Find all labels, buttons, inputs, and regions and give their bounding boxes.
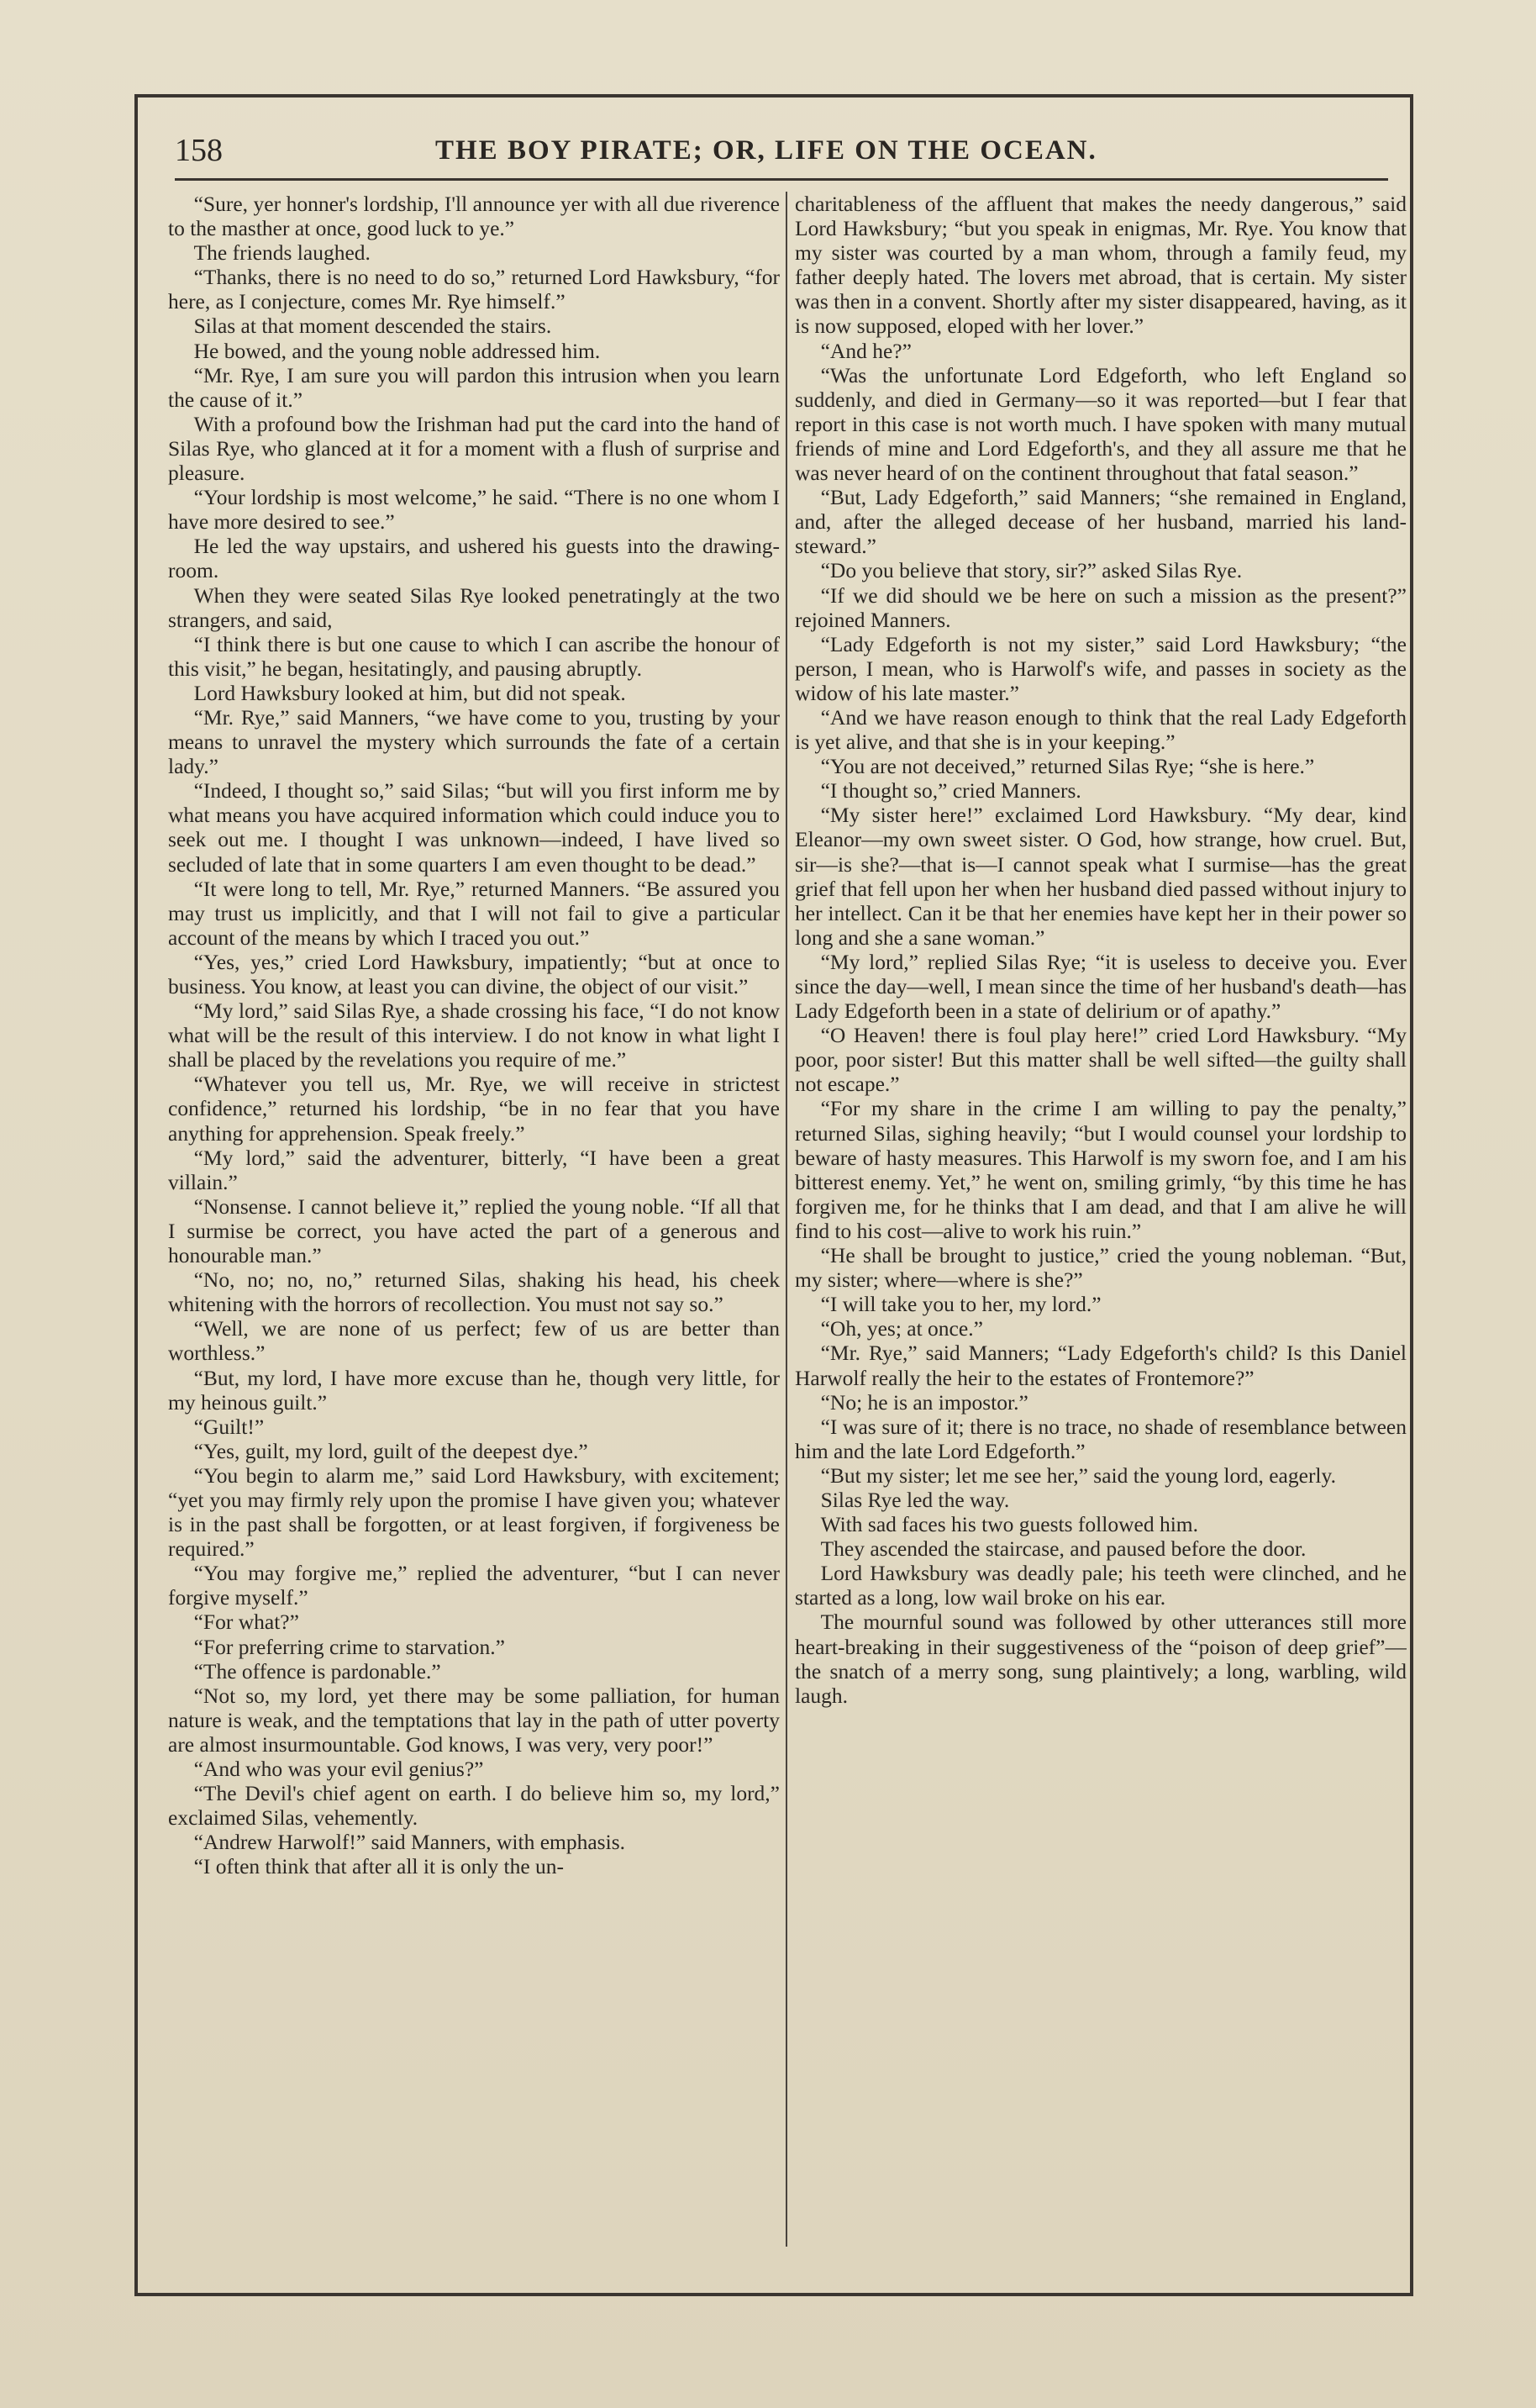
paragraph: “Was the unfortunate Lord Edgeforth, who left England so suddenly, and died in Germany—so it was reported—but I fear that report in this case is not worth much. I have spoken with many mutual friends of mine and Lord Edgeforth's, and they all assure me that he was never heard of on the continent throughout that fatal season.” bbox=[795, 362, 1407, 486]
paragraph: Silas at that moment descended the stairs. bbox=[193, 314, 552, 339]
paragraph: “O Heaven! there is foul play here!” cried Lord Hawksbury. “My poor, poor sister! But this matter shall be well sifted—the guilty shall not escape.” bbox=[795, 1023, 1407, 1097]
paragraph: “No, no; no, no,” returned Silas, shaking his head, his cheek whitening with the horrors of recollection. You must not say so.” bbox=[168, 1267, 780, 1317]
paragraph: “Andrew Harwolf!” said Manners, with emphasis. bbox=[193, 1830, 625, 1855]
header-rule bbox=[175, 178, 1388, 181]
paragraph: “My lord,” said Silas Rye, a shade crossing his face, “I do not know what will be the result of this interview. I do not know in what light I shall be placed by the revelations you require of me.” bbox=[168, 999, 780, 1072]
paragraph: charitableness of the affluent that makes the needy dangerous,” said Lord Hawksbury; “but you speak in enigmas, Mr. Rye. You know that my sister was courted by a man whom, through a family feud, my father deeply hated. The lovers met abroad, that is certain. My sister was then in a convent. Shortly after my sister disappeared, having, as it is now supposed, eloped with her lover.” bbox=[795, 192, 1407, 339]
paragraph: “Not so, my lord, yet there may be some palliation, for human nature is weak, and the temptations that lay in the path of utter poverty are almost insurmountable. God knows, I was very, very poor!” bbox=[168, 1683, 780, 1757]
paragraph: “But, Lady Edgeforth,” said Manners; “she remained in England, and, after the alleged decease of her husband, married his land-steward.” bbox=[795, 485, 1407, 559]
paragraph: “It were long to tell, Mr. Rye,” returned Manners. “Be assured you may trust us implicitly, and that I will not fail to give a particular account of the means by which I traced you out.” bbox=[168, 876, 780, 950]
paragraph: “My lord,” said the adventurer, bitterly, “I have been a great villain.” bbox=[168, 1145, 780, 1194]
paragraph: “Yes, guilt, my lord, guilt of the deepest dye.” bbox=[193, 1438, 588, 1463]
paragraph: “My sister here!” exclaimed Lord Hawksbury. “My dear, kind Eleanor—my own sweet sister. O God, how strange, how cruel. But, sir—is she?—that is—I cannot speak what I surmise—has the great grief that fell upon her when her husband died passed without injury to her intellect. Can it be that her enemies have kept her in their power so long and she a sane woman.” bbox=[795, 803, 1407, 950]
paragraph: When they were seated Silas Rye looked penetratingly at the two strangers, and said, bbox=[168, 582, 780, 632]
paragraph: “I often think that after all it is only the un- bbox=[193, 1854, 565, 1879]
paragraph: “Thanks, there is no need to do so,” returned Lord Hawksbury, “for here, as I conjecture, comes Mr. Rye himself.” bbox=[168, 265, 780, 314]
paragraph: “Do you believe that story, sir?” asked Silas Rye. bbox=[820, 558, 1243, 583]
paragraph: “Well, we are none of us perfect; few of us are better than worthless.” bbox=[168, 1316, 780, 1366]
paragraph: “You may forgive me,” replied the adventurer, “but I can never forgive myself.” bbox=[168, 1561, 780, 1610]
paragraph: “Indeed, I thought so,” said Silas; “but will you first inform me by what means you have acquired information which could induce you to seek out me. I thought I was unknown—indeed, I have lived so secluded of late that in some quarters I am even thought to be dead.” bbox=[168, 778, 780, 877]
paragraph: “Mr. Rye, I am sure you will pardon this intrusion when you learn the cause of it.” bbox=[168, 362, 780, 412]
paragraph: “Mr. Rye,” said Manners; “Lady Edgeforth's child? Is this Daniel Harwolf really the heir to the estates of Frontemore?” bbox=[795, 1341, 1407, 1390]
paragraph: “He shall be brought to justice,” cried the young nobleman. “But, my sister; where—where is she?” bbox=[795, 1243, 1407, 1293]
paragraph: “For my share in the crime I am willing to pay the penalty,” returned Silas, sighing heavily; “but I would counsel your lordship to beware of hasty measures. This Harwolf is my sworn foe, and I am his bitterest enemy. Yet,” he went on, smiling grimly, “by this time he has forgiven me, for he thinks that I am dead, and that I am alive he will find to his cost—alive to work his ruin.” bbox=[795, 1096, 1407, 1243]
paragraph: Lord Hawksbury was deadly pale; his teeth were clinched, and he started as a long, low wail broke on his ear. bbox=[795, 1561, 1407, 1610]
paragraph: “If we did should we be here on such a mission as the present?” rejoined Manners. bbox=[795, 582, 1407, 632]
paragraph: With a profound bow the Irishman had put the card into the hand of Silas Rye, who glanced at it for a moment with a flush of surprise and pleasure. bbox=[168, 411, 780, 486]
paragraph: “For what?” bbox=[193, 1610, 299, 1635]
paragraph: “I thought so,” cried Manners. bbox=[820, 778, 1081, 804]
paragraph: “Yes, yes,” cried Lord Hawksbury, impatiently; “but at once to business. You know, at least you can divine, the object of our visit.” bbox=[168, 949, 780, 999]
running-title: THE BOY PIRATE; OR, LIFE ON THE OCEAN. bbox=[435, 135, 1097, 166]
left-column bbox=[168, 192, 780, 2234]
paragraph: “And he?” bbox=[820, 338, 912, 363]
paragraph: “And who was your evil genius?” bbox=[193, 1757, 484, 1781]
paragraph: “My lord,” replied Silas Rye; “it is useless to deceive you. Ever since the day—well, I mean since the time of her husband's death—has Lady Edgeforth been in a state of delirium or of apathy.” bbox=[795, 949, 1407, 1024]
paragraph: “But, my lord, I have more excuse than he, though very little, for my heinous guilt.” bbox=[168, 1365, 780, 1415]
paragraph: With sad faces his two guests followed him. bbox=[820, 1512, 1198, 1537]
right-column bbox=[795, 192, 1407, 2234]
paragraph: The mournful sound was followed by other utterances still more heart-breaking in their suggestiveness of the “poison of deep grief”—the snatch of a merry song, sung plaintively; a long, warbling, wild laugh. bbox=[795, 1610, 1407, 1708]
paragraph: They ascended the staircase, and paused before the door. bbox=[820, 1536, 1307, 1562]
paragraph: “I think there is but one cause to which I can ascribe the honour of this visit,” he began, hesitatingly, and pausing abruptly. bbox=[168, 631, 780, 681]
paragraph: He bowed, and the young noble addressed him. bbox=[193, 338, 601, 363]
paragraph: “Nonsense. I cannot believe it,” replied the young noble. “If all that I surmise be correct, you have acted the part of a generous and honourable man.” bbox=[168, 1193, 780, 1268]
paragraph: “But my sister; let me see her,” said the young lord, eagerly. bbox=[820, 1462, 1336, 1488]
paragraph: “The offence is pardonable.” bbox=[193, 1658, 441, 1683]
paragraph: He led the way upstairs, and ushered his guests into the drawing-room. bbox=[168, 534, 780, 583]
paragraph: “I was sure of it; there is no trace, no shade of resemblance between him and the late Lord Edgeforth.” bbox=[795, 1414, 1407, 1463]
paragraph: The friends laughed. bbox=[193, 240, 371, 266]
paragraph: “Sure, yer honner's lordship, I'll announce yer with all due riverence to the masther at once, good luck to ye.” bbox=[168, 192, 780, 241]
paragraph: “Oh, yes; at once.” bbox=[820, 1316, 983, 1341]
paragraph: “Lady Edgeforth is not my sister,” said Lord Hawksbury; “the person, I mean, who is Harwolf's wife, and passes in society as the widow of his late master.” bbox=[795, 631, 1407, 705]
page-frame bbox=[134, 94, 1413, 2296]
paragraph: “Your lordship is most welcome,” he said. “There is no one whom I have more desired to see.” bbox=[168, 485, 780, 535]
paragraph: “Mr. Rye,” said Manners, “we have come to you, trusting by your means to unravel the mystery which surrounds the fate of a certain lady.” bbox=[168, 704, 780, 779]
page-number: 158 bbox=[175, 133, 223, 168]
column-divider bbox=[786, 192, 787, 2247]
paragraph: “You are not deceived,” returned Silas Rye; “she is here.” bbox=[820, 754, 1315, 779]
paragraph: Silas Rye led the way. bbox=[820, 1487, 1010, 1512]
paragraph: Lord Hawksbury looked at him, but did not speak. bbox=[193, 680, 626, 705]
page-header bbox=[175, 129, 1385, 171]
paragraph: “You begin to alarm me,” said Lord Hawksbury, with excitement; “yet you may firmly rely upon the promise I have given you; whatever is in the past shall be forgotten, or at least forgiven, if forgiveness be required.” bbox=[168, 1462, 780, 1562]
paragraph: “Whatever you tell us, Mr. Rye, we will receive in strictest confidence,” returned his lordship, “be in no fear that you have anything for apprehension. Speak freely.” bbox=[168, 1072, 780, 1146]
paragraph: “And we have reason enough to think that the real Lady Edgeforth is yet alive, and that she is in your keeping.” bbox=[795, 704, 1407, 755]
paragraph: “No; he is an impostor.” bbox=[820, 1389, 1028, 1415]
paragraph: “The Devil's chief agent on earth. I do believe him so, my lord,” exclaimed Silas, vehemently. bbox=[168, 1781, 780, 1831]
paragraph: “For preferring crime to starvation.” bbox=[193, 1634, 505, 1659]
paragraph: “I will take you to her, my lord.” bbox=[820, 1292, 1102, 1317]
paragraph: “Guilt!” bbox=[193, 1414, 265, 1439]
